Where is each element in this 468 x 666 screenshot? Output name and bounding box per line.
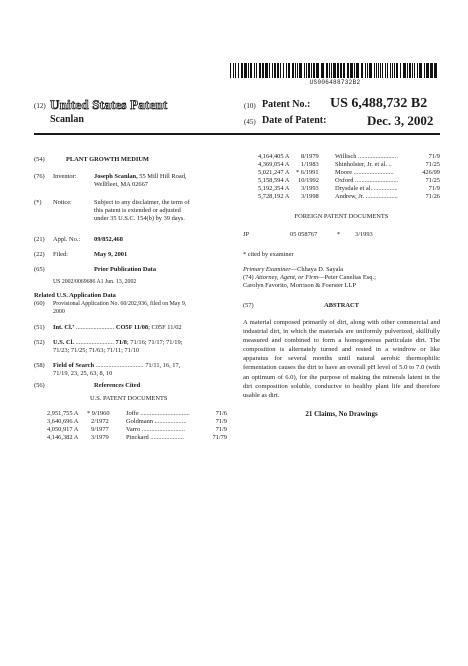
barcode-bar (295, 63, 296, 78)
barcode-bar (241, 63, 243, 78)
barcode-bar (321, 63, 324, 78)
notice-label: Notice: (53, 199, 72, 206)
barcode-bar (400, 63, 401, 78)
notice-line-1: Subject to any disclaimer, the term of (94, 199, 190, 206)
related-app-heading: Related U.S. Application Data (34, 292, 116, 299)
patent-number-label: Patent No.: (262, 99, 311, 110)
barcode-bar (409, 63, 411, 78)
ref-class: 71/9 (215, 418, 227, 425)
int-cl-label: Int. Cl.⁷ (53, 324, 75, 331)
barcode-bar (426, 63, 429, 78)
barcode-bar (280, 63, 281, 78)
code-56: (56) (34, 382, 45, 389)
barcode-bar (292, 63, 294, 78)
attorney-names-1: —Peter Canelias Esq.; (318, 274, 376, 281)
related-app-line-2: 2000 (53, 309, 65, 315)
primary-examiner-line (243, 266, 343, 274)
prior-pub-heading: Prior Publication Data (94, 266, 157, 273)
foreign-date: 3/1993 (355, 231, 373, 238)
int-cl-dots: ........................ (74, 324, 115, 331)
ref-class: 71/79 (212, 434, 227, 441)
barcode-bar (417, 63, 418, 78)
ref-name: Drysdale et al. ............... (335, 185, 398, 192)
barcode-bar (369, 63, 372, 78)
patent-number: US 6,488,732 B2 (330, 96, 428, 111)
ref-date: 10/1992 (298, 177, 319, 184)
barcode-bar (269, 63, 270, 78)
ref-name: Andrew, Jr. .................... (335, 193, 398, 200)
inventor-address-2: Wellfleet, MA 02667 (94, 181, 148, 188)
barcode (230, 63, 440, 78)
code-60: (60) (34, 300, 45, 307)
us-patent-docs-heading: U.S. PATENT DOCUMENTS (90, 395, 168, 402)
barcode-bar (367, 63, 368, 78)
references-heading: References Cited (94, 382, 141, 389)
code-notice: (*) (34, 199, 42, 206)
barcode-bar (403, 63, 406, 78)
barcode-bar (286, 63, 287, 78)
attorney-names-2: Carolyn Favorito, Morrison & Foerster LLP (243, 282, 356, 289)
barcode-bar (304, 63, 305, 78)
code-51: (51) (34, 324, 45, 331)
ref-date: 3/1993 (301, 185, 319, 192)
barcode-bar (356, 63, 359, 78)
barcode-bar (277, 63, 279, 78)
barcode-bar (288, 63, 290, 78)
barcode-bar (350, 63, 353, 78)
barcode-bar (382, 63, 383, 78)
barcode-bar (235, 63, 236, 78)
abstract-text: A material composed primarily of dirt, along with other commercial and industrial dirt, in which the materials are uniformly pulverized, skillfully measured and combined to form a homogeneous particulate dirt. The composition is alternately turned and rested in a windrow or like apparatus for several months until natural aerobic thermophilic fermentation causes the dirt to have an overall pH level of 5.0 to 7.0 (with an optimum of 6.0), for the purpose of making the minerals latent in the dirt composition soluble, conducive to healthy plant life and therefore usable as dirt. (243, 319, 440, 399)
barcode-bar (376, 63, 377, 78)
code-58: (58) (34, 362, 45, 369)
barcode-bar (419, 63, 422, 78)
barcode-bar (387, 63, 388, 78)
barcode-bar (311, 63, 312, 78)
inventor-label: Inventor: (53, 173, 77, 180)
us-cl-main: 71/8 (113, 339, 127, 346)
foreign-country: JP (243, 231, 250, 238)
barcode-bar (299, 63, 302, 78)
ref-date: 1/1983 (301, 161, 319, 168)
ref-class: 426/99 (422, 169, 440, 176)
barcode-bar (254, 63, 255, 78)
appl-no-label: Appl. No.: (53, 236, 81, 243)
us-cl-label: U.S. Cl. (53, 339, 74, 346)
barcode-bar (394, 63, 395, 78)
ref-class: 71/6 (215, 410, 227, 417)
barcode-bar (262, 63, 264, 78)
barcode-bar (233, 63, 234, 78)
ref-name: Goldmann .................... (126, 418, 187, 425)
barcode-bar (378, 63, 379, 78)
barcode-bar (244, 63, 247, 78)
filed-label: Filed: (53, 251, 68, 258)
code-52: (52) (34, 339, 45, 346)
field-search-line-1 (53, 362, 180, 370)
barcode-bar (274, 63, 276, 78)
barcode-bar (333, 63, 336, 78)
barcode-bar (313, 63, 315, 78)
ref-class: 71/25 (425, 161, 440, 168)
ref-number: 3,640,696 A (47, 418, 79, 425)
inventor-name: Joseph Scanlan, (94, 173, 138, 180)
claims-summary: 21 Claims, No Drawings (305, 410, 378, 418)
barcode-bar (259, 63, 261, 78)
notice-line-2: this patent is extended or adjusted (94, 207, 181, 214)
barcode-bar (297, 63, 298, 78)
ref-date: 3/1979 (91, 434, 109, 441)
ref-number: 4,050,917 A (47, 426, 79, 433)
barcode-bar (354, 63, 355, 78)
us-cl-line-1 (53, 339, 182, 347)
date-of-patent-label: Date of Patent: (262, 115, 327, 126)
primary-examiner-name: —Chhaya D. Sayala (290, 266, 344, 273)
field-search-dots: .............................. (94, 362, 144, 369)
code-54: (54) (34, 156, 45, 163)
inventor-surname: Scanlan (50, 114, 84, 125)
ref-number: 5,728,192 A (258, 193, 290, 200)
barcode-bar (283, 63, 284, 78)
ref-number: 4,146,382 A (47, 434, 79, 441)
ref-name: Willisch ......................... (335, 153, 398, 160)
ref-name: Shinholster, Jr. et al. .. (335, 161, 392, 168)
ref-class: 71/9 (428, 185, 440, 192)
appl-no-value: 09/852,468 (94, 236, 123, 243)
barcode-bar (396, 63, 398, 78)
barcode-bar (308, 63, 310, 78)
code-45: (45) (244, 118, 256, 126)
barcode-bar (414, 63, 415, 78)
ref-date: 9/1977 (91, 426, 109, 433)
cited-by-examiner: * cited by examiner (243, 251, 294, 258)
barcode-bar (272, 63, 273, 78)
date-of-patent: Dec. 3, 2002 (367, 113, 434, 128)
foreign-docs-heading: FOREIGN PATENT DOCUMENTS (294, 213, 389, 220)
code-57: (57) (243, 302, 254, 309)
abstract-heading: ABSTRACT (324, 302, 359, 309)
int-cl-main: CO5F 11/08 (114, 324, 149, 331)
barcode-bar (347, 63, 349, 78)
ref-date: 8/1979 (301, 153, 319, 160)
ref-name: Joffe ............................... (126, 410, 190, 417)
field-search-values-1: 71/11, 16, 17, (143, 362, 181, 369)
barcode-bar (337, 63, 339, 78)
ref-class: 71/9 (428, 153, 440, 160)
barcode-bar (392, 63, 393, 78)
barcode-bar (230, 63, 231, 78)
barcode-number: US006488732B2 (309, 79, 361, 86)
barcode-bar (250, 63, 252, 78)
header-divider (34, 133, 440, 135)
ref-date: 3/1998 (301, 193, 319, 200)
foreign-star: * (337, 231, 341, 238)
int-cl-line (53, 324, 182, 332)
attorney-line-1 (243, 274, 376, 282)
ref-name: Varro ........................... (126, 426, 185, 433)
ref-class: 71/25 (425, 177, 440, 184)
invention-title: PLANT GROWTH MEDIUM (66, 156, 149, 163)
code-76: (76) (34, 173, 45, 180)
code-10: (10) (244, 102, 256, 110)
code-74: (74) (243, 274, 254, 281)
ref-name: Pinckard ..................... (126, 434, 184, 441)
ref-number: 4,164,405 A (258, 153, 290, 160)
barcode-bar (256, 63, 257, 78)
us-cl-dots: ........................ (73, 339, 114, 346)
attorney-label: Attorney, Agent, or Firm (255, 274, 319, 281)
us-cl-rest: ; 71/16; 71/17; 71/19; (126, 339, 183, 346)
ref-name: Moore ......................... (335, 169, 394, 176)
code-21: (21) (34, 236, 45, 243)
foreign-number: 05 058767 (290, 231, 318, 238)
primary-examiner-label: Primary Examiner (243, 266, 291, 273)
field-search-values-2: 71/19, 23, 25, 63, 8, 10 (53, 370, 113, 377)
field-search-label: Field of Search (53, 362, 95, 369)
inventor-address-1: 55 Mill Hill Road, (137, 173, 187, 180)
barcode-bar (412, 63, 413, 78)
related-app-line-1: Provisional Application No. 60/202,936, filed on May 9, (53, 301, 187, 307)
ref-name: Oxford ........................... (335, 177, 399, 184)
barcode-bar (331, 63, 332, 78)
ref-number: 4,369,054 A (258, 161, 290, 168)
barcode-bar (238, 63, 239, 78)
code-22: (22) (34, 251, 45, 258)
barcode-bar (316, 63, 319, 78)
inventor-line-1 (94, 173, 187, 181)
code-65: (65) (34, 266, 45, 273)
barcode-bar (430, 63, 433, 78)
ref-number: 5,021,247 A (258, 169, 290, 176)
ref-number: 5,192,354 A (258, 185, 290, 192)
filed-value: May 9, 2001 (94, 251, 128, 258)
barcode-bar (343, 63, 345, 78)
ref-number: 5,158,594 A (258, 177, 290, 184)
ref-class: 71/9 (215, 426, 227, 433)
barcode-bar (248, 63, 249, 78)
us-cl-line-2: 71/23; 71/25; 71/63; 71/11; 71/10 (53, 347, 140, 354)
barcode-bar (326, 63, 328, 78)
barcode-bar (329, 63, 330, 78)
ref-class: 71/26 (425, 193, 440, 200)
ref-date: * 9/1960 (87, 410, 110, 417)
barcode-bar (385, 63, 386, 78)
ref-date: 2/1972 (91, 418, 109, 425)
barcode-bar (365, 63, 366, 78)
barcode-bar (306, 63, 307, 78)
code-12: (12) (34, 102, 46, 110)
barcode-bar (340, 63, 342, 78)
prior-pub-line: US 2002/0069686 A1 Jun. 13, 2002 (53, 279, 137, 285)
barcode-bar (434, 63, 437, 78)
barcode-bar (265, 63, 268, 78)
barcode-bar (390, 63, 391, 78)
ref-number: 2,951,755 A (47, 410, 79, 417)
notice-line-3: under 35 U.S.C. 154(b) by 39 days. (94, 215, 185, 222)
document-type-title: United States Patent (50, 97, 168, 112)
barcode-bar (380, 63, 381, 78)
barcode-bar (361, 63, 363, 78)
barcode-bar (424, 63, 425, 78)
ref-date: * 6/1991 (296, 169, 319, 176)
int-cl-rest: ; C05F 11/02 (148, 324, 182, 331)
barcode-bar (407, 63, 408, 78)
barcode-bar (374, 63, 375, 78)
